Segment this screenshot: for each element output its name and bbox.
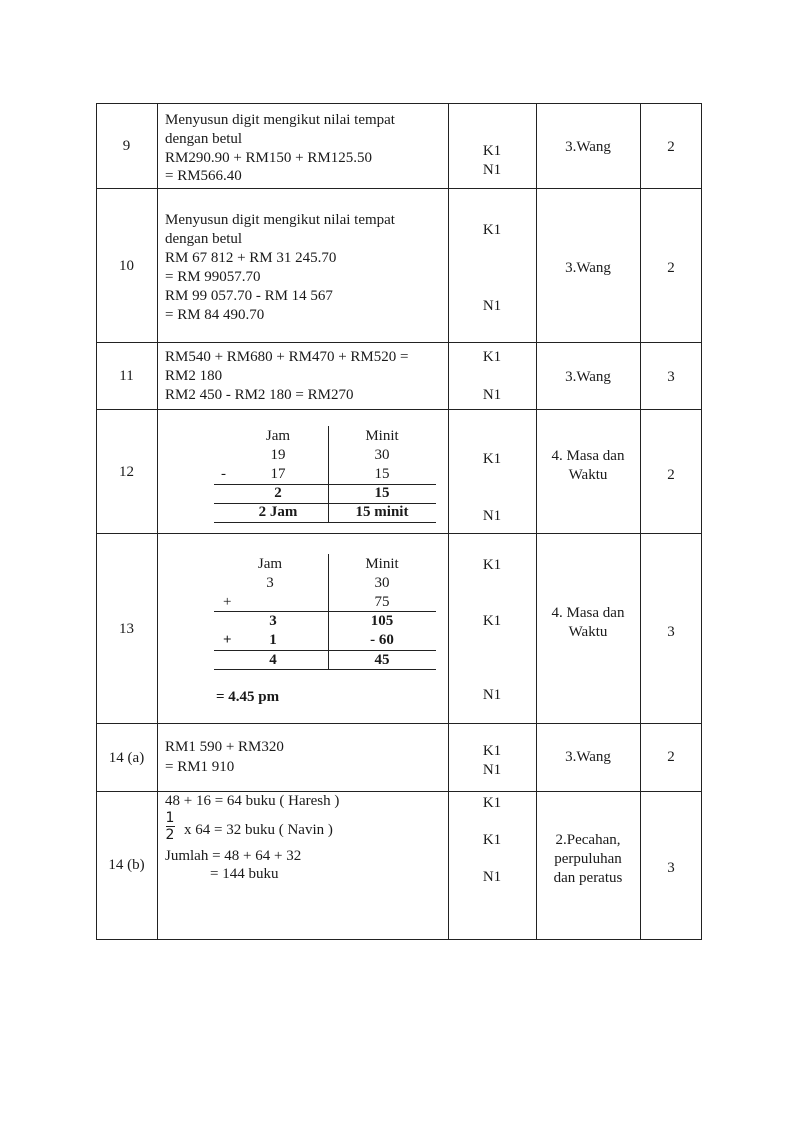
time-addition-working bbox=[157, 534, 448, 724]
topic-cell bbox=[536, 724, 640, 792]
topic-label: 4. Masa dan bbox=[551, 448, 625, 464]
hours-result: 2 bbox=[274, 485, 282, 501]
working-line: RM1 590 + RM320 bbox=[165, 739, 284, 755]
minutes-value: 30 bbox=[374, 575, 390, 591]
topic-label: dan peratus bbox=[553, 870, 623, 886]
hours-value: 17 bbox=[270, 466, 286, 482]
working-line: = RM 99057.70 bbox=[165, 269, 261, 285]
working-line: RM 67 812 + RM 31 245.70 bbox=[165, 250, 337, 266]
mark-cell bbox=[448, 534, 536, 724]
working-line: = RM1 910 bbox=[165, 759, 235, 775]
minutes-answer: 15 minit bbox=[355, 504, 409, 520]
topic-label: 3.Wang bbox=[565, 749, 611, 765]
working-line: = 144 buku bbox=[210, 866, 279, 882]
mark-code: N1 bbox=[482, 162, 502, 178]
total-marks: 2 bbox=[667, 467, 675, 483]
mark-code: K1 bbox=[482, 222, 502, 238]
time-subtraction-working bbox=[157, 410, 448, 534]
mark-code: N1 bbox=[482, 762, 502, 778]
mark-code: K1 bbox=[482, 143, 502, 159]
hours-result: 3 bbox=[269, 613, 277, 629]
mark-cell bbox=[448, 792, 536, 939]
plus-sign: + bbox=[223, 632, 232, 648]
final-answer: = 4.45 pm bbox=[216, 689, 280, 705]
question-number: 11 bbox=[119, 368, 134, 384]
mark-cell bbox=[448, 724, 536, 792]
hours-carry: 1 bbox=[269, 632, 277, 648]
minutes-value: 15 bbox=[374, 466, 390, 482]
table-row bbox=[96, 188, 702, 343]
working-cell bbox=[157, 189, 448, 343]
total-cell bbox=[640, 189, 702, 343]
topic-label: 3.Wang bbox=[565, 260, 611, 276]
minutes-value: 30 bbox=[374, 447, 390, 463]
topic-cell bbox=[536, 792, 640, 939]
mark-code: K1 bbox=[482, 613, 502, 629]
working-line: 48 + 16 = 64 buku ( Haresh ) bbox=[165, 793, 340, 809]
total-marks: 3 bbox=[667, 369, 675, 385]
total-marks: 2 bbox=[667, 139, 675, 155]
question-number: 14 (a) bbox=[108, 749, 145, 766]
mark-code: K1 bbox=[482, 795, 502, 811]
mark-code: K1 bbox=[482, 349, 502, 365]
hours-value: 19 bbox=[270, 447, 286, 463]
working-line: x 64 = 32 buku ( Navin ) bbox=[184, 822, 333, 838]
topic-cell bbox=[536, 104, 640, 189]
topic-label: 3.Wang bbox=[565, 139, 611, 155]
hours-header: Jam bbox=[265, 428, 291, 444]
total-cell bbox=[640, 343, 702, 410]
minutes-value: 75 bbox=[374, 594, 390, 610]
working-line: RM2 450 - RM2 180 = RM270 bbox=[165, 387, 354, 403]
table-row bbox=[96, 342, 702, 410]
topic-label: 2.Pecahan, bbox=[555, 832, 621, 848]
topic-cell bbox=[536, 534, 640, 724]
minutes-header: Minit bbox=[365, 428, 399, 444]
mark-code: N1 bbox=[482, 298, 502, 314]
minutes-result: 105 bbox=[370, 613, 394, 629]
question-number: 10 bbox=[119, 257, 134, 274]
minutes-result: 15 bbox=[374, 485, 390, 501]
question-number: 9 bbox=[122, 138, 131, 154]
working-line: RM290.90 + RM150 + RM125.50 bbox=[165, 150, 372, 166]
topic-label: 3.Wang bbox=[565, 369, 611, 385]
sum-line bbox=[214, 669, 436, 670]
topic-label: 4. Masa dan bbox=[551, 605, 625, 621]
question-number: 13 bbox=[119, 620, 134, 637]
plus-sign: + bbox=[223, 594, 232, 610]
mark-code: N1 bbox=[482, 869, 502, 885]
total-marks: 2 bbox=[667, 749, 675, 765]
total-cell bbox=[640, 534, 702, 724]
minus-sign: - bbox=[221, 466, 226, 482]
total-cell bbox=[640, 104, 702, 189]
total-marks: 2 bbox=[667, 260, 675, 276]
mark-code: K1 bbox=[482, 557, 502, 573]
topic-cell bbox=[536, 189, 640, 343]
working-line: Jumlah = 48 + 64 + 32 bbox=[165, 848, 302, 864]
mark-code: K1 bbox=[482, 743, 502, 759]
table-row bbox=[96, 103, 702, 189]
topic-label: Waktu bbox=[568, 467, 608, 483]
working-line: Menyusun digit mengikut nilai tempat bbox=[165, 212, 395, 228]
hours-answer: 2 Jam bbox=[258, 504, 298, 520]
working-line: = RM 84 490.70 bbox=[165, 307, 265, 323]
total-cell bbox=[640, 410, 702, 534]
table-row bbox=[96, 791, 702, 940]
question-number: 14 (b) bbox=[108, 857, 145, 873]
total-cell bbox=[640, 792, 702, 939]
mark-code: K1 bbox=[482, 451, 502, 467]
working-line: RM2 180 bbox=[165, 368, 223, 384]
mark-code: N1 bbox=[482, 687, 502, 703]
minutes-header: Minit bbox=[365, 556, 399, 572]
minutes-answer: 45 bbox=[374, 652, 390, 668]
mark-code: K1 bbox=[482, 832, 502, 848]
mark-cell bbox=[448, 343, 536, 410]
mark-code: N1 bbox=[482, 508, 502, 524]
total-cell bbox=[640, 724, 702, 792]
table-row bbox=[96, 533, 702, 724]
total-marks: 3 bbox=[667, 860, 675, 876]
working-line: = RM566.40 bbox=[165, 168, 242, 184]
minutes-carry: - 60 bbox=[370, 632, 394, 648]
topic-cell bbox=[536, 343, 640, 410]
sum-line bbox=[214, 522, 436, 523]
topic-cell bbox=[536, 410, 640, 534]
working-line: dengan betul bbox=[165, 231, 243, 247]
working-line: RM540 + RM680 + RM470 + RM520 = bbox=[165, 349, 409, 365]
mark-cell bbox=[448, 104, 536, 189]
topic-label: perpuluhan bbox=[554, 851, 622, 867]
table-row bbox=[96, 409, 702, 534]
working-line: dengan betul bbox=[165, 131, 243, 147]
hours-header: Jam bbox=[257, 556, 283, 572]
fraction-one-half: 1 2 bbox=[165, 810, 175, 843]
table-row bbox=[96, 723, 702, 792]
mark-cell bbox=[448, 410, 536, 534]
mark-cell bbox=[448, 189, 536, 343]
working-cell bbox=[157, 792, 448, 939]
column-separator bbox=[328, 554, 329, 669]
working-cell bbox=[157, 343, 448, 410]
working-line: Menyusun digit mengikut nilai tempat bbox=[165, 112, 395, 128]
column-separator bbox=[328, 426, 329, 522]
working-cell bbox=[157, 104, 448, 189]
topic-label: Waktu bbox=[568, 624, 608, 640]
hours-answer: 4 bbox=[269, 652, 277, 668]
hours-value: 3 bbox=[266, 575, 274, 591]
mark-code: N1 bbox=[482, 387, 502, 403]
total-marks: 3 bbox=[667, 624, 675, 640]
question-number: 12 bbox=[119, 463, 134, 480]
working-line: RM 99 057.70 - RM 14 567 bbox=[165, 288, 333, 304]
working-cell bbox=[157, 724, 448, 792]
